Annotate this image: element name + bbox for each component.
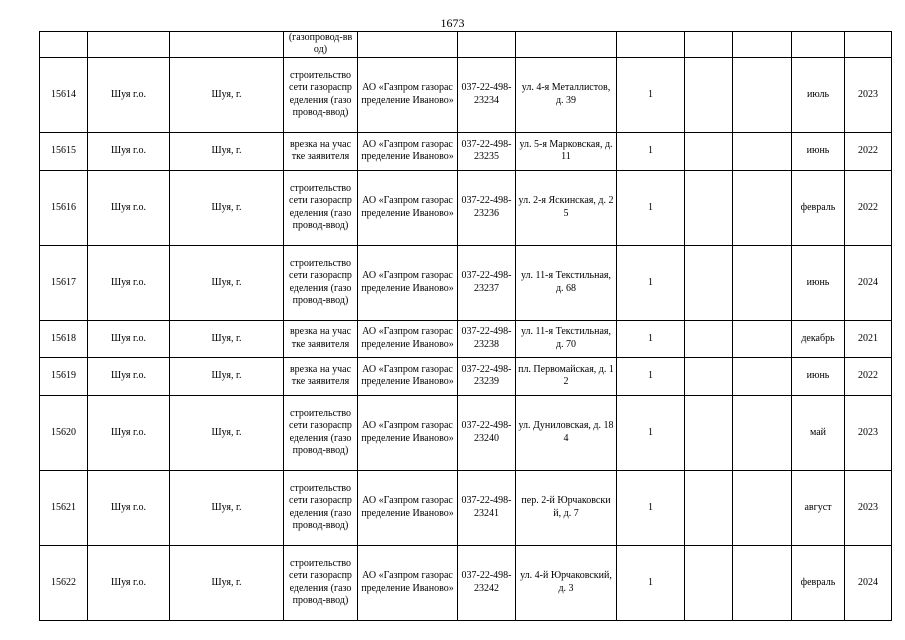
table-row bbox=[40, 245, 892, 320]
organization-cell: АО «Газпром газораспределение Иваново» bbox=[358, 245, 458, 320]
year-cell: 2022 bbox=[845, 132, 892, 170]
settlement-cell: Шуя, г. bbox=[170, 170, 284, 245]
organization-cell: АО «Газпром газораспределение Иваново» bbox=[358, 57, 458, 132]
table-row bbox=[40, 57, 892, 132]
settlement-cell: Шуя, г. bbox=[170, 470, 284, 545]
district-cell: Шуя г.о. bbox=[88, 170, 170, 245]
month-cell: июнь bbox=[792, 245, 845, 320]
organization-cell: АО «Газпром газораспределение Иваново» bbox=[358, 395, 458, 470]
count-cell: 1 bbox=[617, 395, 685, 470]
empty-cell bbox=[685, 545, 733, 620]
address-cell: ул. 11-я Текстильная, д. 68 bbox=[516, 245, 617, 320]
address-cell: ул. 11-я Текстильная, д. 70 bbox=[516, 320, 617, 357]
month-cell: июнь bbox=[792, 132, 845, 170]
district-cell: Шуя г.о. bbox=[88, 57, 170, 132]
count-cell: 1 bbox=[617, 170, 685, 245]
empty-cell bbox=[685, 395, 733, 470]
month-cell: август bbox=[792, 470, 845, 545]
settlement-cell: Шуя, г. bbox=[170, 320, 284, 357]
empty-cell bbox=[685, 470, 733, 545]
code-cell: 037-22-498-23240 bbox=[458, 395, 516, 470]
organization-cell: АО «Газпром газораспределение Иваново» bbox=[358, 132, 458, 170]
code-cell: 037-22-498-23239 bbox=[458, 357, 516, 395]
district-cell: Шуя г.о. bbox=[88, 320, 170, 357]
count-cell: 1 bbox=[617, 545, 685, 620]
work-type-cell: строительство сети газораспределения (газопровод-ввод) bbox=[284, 170, 358, 245]
settlement-cell: Шуя, г. bbox=[170, 357, 284, 395]
month-cell: июнь bbox=[792, 357, 845, 395]
year-cell: 2022 bbox=[845, 357, 892, 395]
work-type-cell: строительство сети газораспределения (газопровод-ввод) bbox=[284, 57, 358, 132]
empty-cell bbox=[733, 132, 792, 170]
work-type-cell: строительство сети газораспределения (газопровод-ввод) bbox=[284, 470, 358, 545]
row-number: 15615 bbox=[40, 132, 88, 170]
table-row bbox=[40, 395, 892, 470]
row-number: 15619 bbox=[40, 357, 88, 395]
code-cell: 037-22-498-23242 bbox=[458, 545, 516, 620]
table-row bbox=[40, 170, 892, 245]
address-cell: ул. 2-я Яскинская, д. 25 bbox=[516, 170, 617, 245]
code-cell: 037-22-498-23238 bbox=[458, 320, 516, 357]
row-number: 15616 bbox=[40, 170, 88, 245]
count-cell: 1 bbox=[617, 245, 685, 320]
empty-cell bbox=[685, 245, 733, 320]
row-number: 15621 bbox=[40, 470, 88, 545]
district-cell: Шуя г.о. bbox=[88, 357, 170, 395]
empty-cell bbox=[733, 320, 792, 357]
year-cell: 2022 bbox=[845, 170, 892, 245]
month-cell: февраль bbox=[792, 545, 845, 620]
district-cell: Шуя г.о. bbox=[88, 470, 170, 545]
code-cell: 037-22-498-23235 bbox=[458, 132, 516, 170]
work-type-cell: строительство сети газораспределения (газопровод-ввод) bbox=[284, 245, 358, 320]
year-cell: 2024 bbox=[845, 545, 892, 620]
work-type-cell: врезка на участке заявителя bbox=[284, 132, 358, 170]
table-row bbox=[40, 132, 892, 170]
year-cell: 2023 bbox=[845, 57, 892, 132]
empty-cell bbox=[685, 357, 733, 395]
table-row bbox=[40, 545, 892, 620]
settlement-cell: Шуя, г. bbox=[170, 245, 284, 320]
month-cell: декабрь bbox=[792, 320, 845, 357]
table-row bbox=[40, 470, 892, 545]
empty-cell bbox=[685, 57, 733, 132]
count-cell: 1 bbox=[617, 357, 685, 395]
row-number: 15622 bbox=[40, 545, 88, 620]
address-cell: пер. 2-й Юрчаковский, д. 7 bbox=[516, 470, 617, 545]
year-cell: 2023 bbox=[845, 395, 892, 470]
organization-cell: АО «Газпром газораспределение Иваново» bbox=[358, 470, 458, 545]
empty-cell bbox=[733, 395, 792, 470]
organization-cell: АО «Газпром газораспределение Иваново» bbox=[358, 545, 458, 620]
work-type-cell: врезка на участке заявителя bbox=[284, 357, 358, 395]
district-cell: Шуя г.о. bbox=[88, 395, 170, 470]
organization-cell: АО «Газпром газораспределение Иваново» bbox=[358, 320, 458, 357]
year-cell: 2021 bbox=[845, 320, 892, 357]
address-cell: ул. Дуниловская, д. 184 bbox=[516, 395, 617, 470]
row-number: 15620 bbox=[40, 395, 88, 470]
code-cell: 037-22-498-23241 bbox=[458, 470, 516, 545]
gas-connections-table bbox=[39, 31, 892, 621]
empty-cell bbox=[733, 57, 792, 132]
address-cell: ул. 5-я Марковская, д. 11 bbox=[516, 132, 617, 170]
address-cell: ул. 4-й Юрчаковский, д. 3 bbox=[516, 545, 617, 620]
empty-cell bbox=[685, 320, 733, 357]
empty-cell bbox=[733, 357, 792, 395]
row-number: 15617 bbox=[40, 245, 88, 320]
organization-cell: АО «Газпром газораспределение Иваново» bbox=[358, 357, 458, 395]
page-number: 1673 bbox=[440, 16, 465, 30]
organization-cell: АО «Газпром газораспределение Иваново» bbox=[358, 170, 458, 245]
work-type-cell: строительство сети газораспределения (газопровод-ввод) bbox=[284, 545, 358, 620]
work-type-cell: строительство сети газораспределения (газопровод-ввод) bbox=[284, 395, 358, 470]
district-cell: Шуя г.о. bbox=[88, 545, 170, 620]
count-cell: 1 bbox=[617, 470, 685, 545]
month-cell: май bbox=[792, 395, 845, 470]
row-number: 15618 bbox=[40, 320, 88, 357]
address-cell: пл. Первомайская, д. 12 bbox=[516, 357, 617, 395]
continuation-row bbox=[40, 32, 892, 58]
work-type-cell: (газопровод-ввод) bbox=[284, 32, 358, 58]
empty-cell bbox=[733, 545, 792, 620]
empty-cell bbox=[685, 132, 733, 170]
month-cell: июль bbox=[792, 57, 845, 132]
year-cell: 2024 bbox=[845, 245, 892, 320]
row-number: 15614 bbox=[40, 57, 88, 132]
empty-cell bbox=[733, 245, 792, 320]
settlement-cell: Шуя, г. bbox=[170, 132, 284, 170]
work-type-cell: врезка на участке заявителя bbox=[284, 320, 358, 357]
code-cell: 037-22-498-23237 bbox=[458, 245, 516, 320]
settlement-cell: Шуя, г. bbox=[170, 545, 284, 620]
table-row bbox=[40, 357, 892, 395]
district-cell: Шуя г.о. bbox=[88, 132, 170, 170]
address-cell: ул. 4-я Металлистов, д. 39 bbox=[516, 57, 617, 132]
month-cell: февраль bbox=[792, 170, 845, 245]
empty-cell bbox=[685, 170, 733, 245]
settlement-cell: Шуя, г. bbox=[170, 395, 284, 470]
district-cell: Шуя г.о. bbox=[88, 245, 170, 320]
year-cell: 2023 bbox=[845, 470, 892, 545]
empty-cell bbox=[733, 470, 792, 545]
table-row bbox=[40, 320, 892, 357]
count-cell: 1 bbox=[617, 132, 685, 170]
settlement-cell: Шуя, г. bbox=[170, 57, 284, 132]
code-cell: 037-22-498-23236 bbox=[458, 170, 516, 245]
code-cell: 037-22-498-23234 bbox=[458, 57, 516, 132]
empty-cell bbox=[733, 170, 792, 245]
count-cell: 1 bbox=[617, 57, 685, 132]
count-cell: 1 bbox=[617, 320, 685, 357]
